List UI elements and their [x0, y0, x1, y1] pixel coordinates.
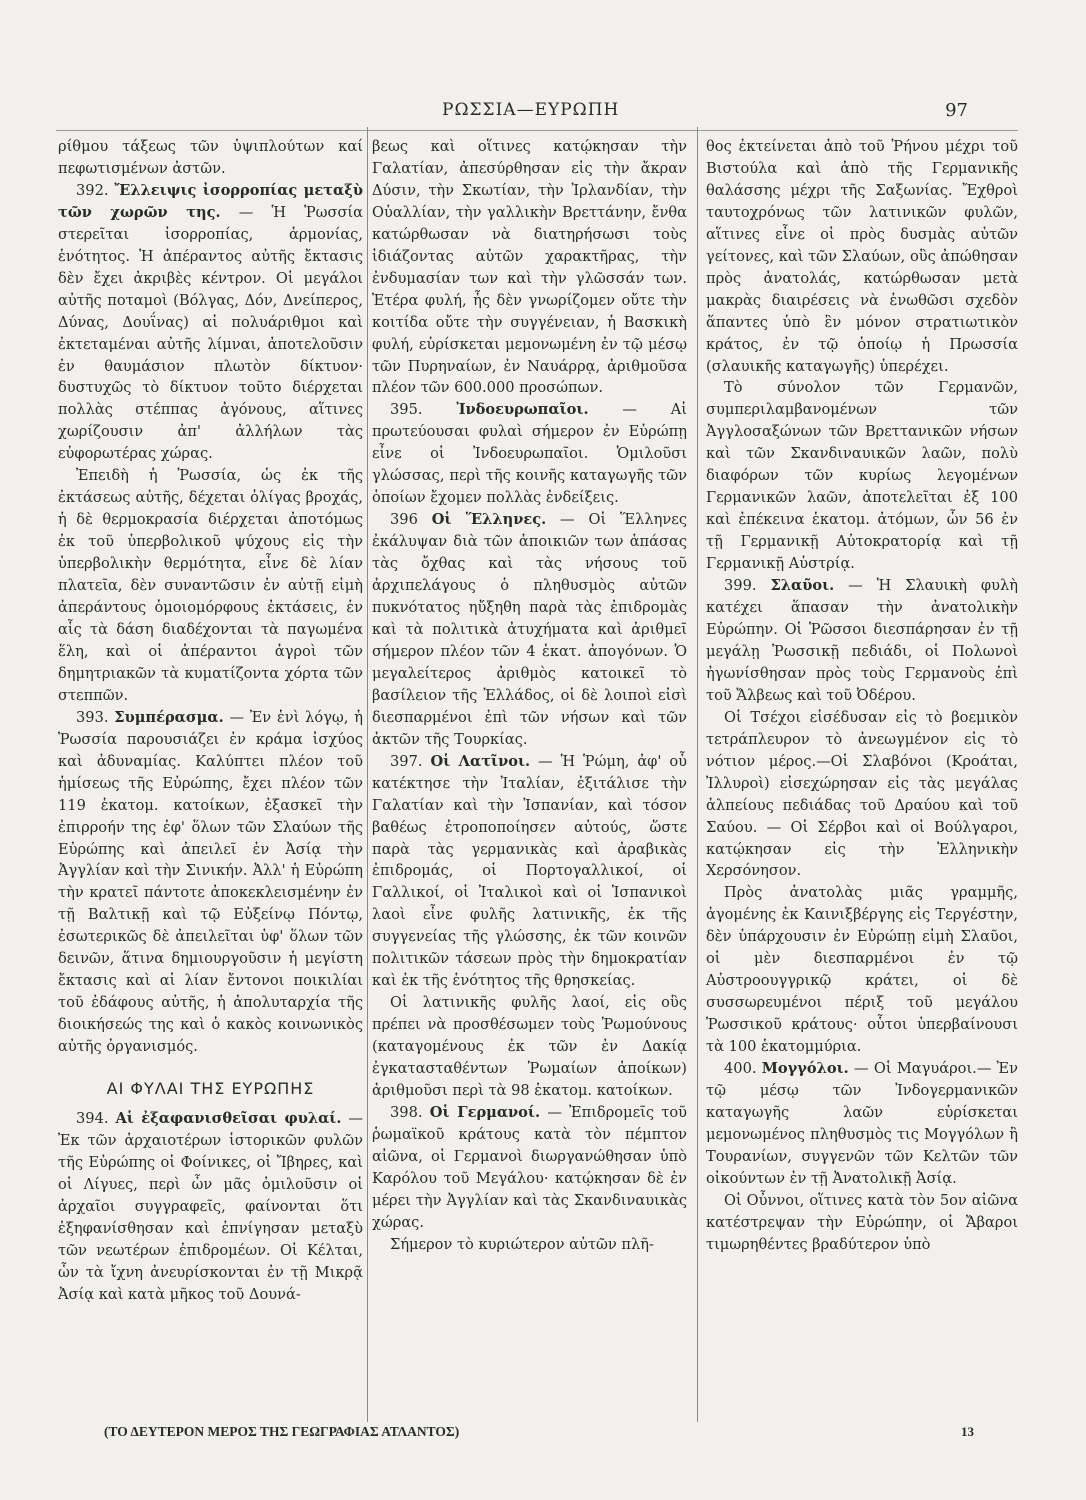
- section-393: [58, 707, 363, 1058]
- footer-note: (ΤΟ ΔΕΥΤΕΡΟΝ ΜΕΡΟΣ ΤΗΣ ΓΕΩΓΡΑΦΙΑΣ ΑΤΛΑΝΤΟΣ): [104, 1424, 460, 1439]
- section-392: [58, 180, 363, 465]
- section-body: — Ἡ Ῥώμη, ἀφ' οὗ κατέκτησε τὴν Ἰταλίαν, ἐξιτάλισε τὴν Γαλατίαν καὶ τὴν Ἱσπανίαν, καὶ τόσον βαθέως ἐτροποποίησεν αὐτούς, ὥστε παρὰ τὰς γερμανικὰς καὶ ἀραβικὰς ἐπιδρομάς, οἱ Πορτογαλλικοί, οἱ Γαλλικοί, οἱ Ἰταλικοὶ καὶ οἱ Ἱσπανικοὶ λαοὶ εἶνε φυλῆς λατινικῆς, ἐκ τῆς συγγενείας τῆς γλώσσης, ἐκ τῶν κοινῶν πολιτικῶν τάσεων πρὸς τὴν δημοκρατίαν καὶ ἐκ τῆς ἑνότητος τῆς θρησκείας.: [372, 752, 688, 990]
- paragraph: Οἱ Οὖννοι, οἵτινες κατὰ τὸν 5ον αἰῶνα κατέστρεψαν τὴν Εὐρώπην, οἱ Ἄβαροι τιμωρηθέντες βραδύτερον ὑπὸ: [706, 1191, 1018, 1253]
- section-number: 398.: [390, 1103, 423, 1121]
- section-number: 393.: [76, 708, 109, 726]
- paragraph: Οἱ λατινικῆς φυλῆς λαοί, εἰς οὓς πρέπει νὰ προσθέσωμεν τοὺς Ῥωμούνους (καταγομένους ἐκ τῶν ἐν Δακίᾳ ἐγκατασταθέντων Ῥωμαίων ἀποίκων) ἀριθμοῦσι περὶ τὰ 98 ἑκατομ. κατοίκων.: [372, 994, 687, 1099]
- section-400: [706, 1058, 1018, 1190]
- section-heading: Οἱ Λατῖνοι.: [430, 752, 531, 770]
- paragraph: Πρὸς ἀνατολὰς μιᾶς γραμμῆς, ἀγομένης ἐκ Καινιξβέργης εἰς Τεργέστην, δὲν ὑπάρχουσιν ἐν Εὐρώπῃ εἰμὴ Σλαῦοι, οἱ μὲν διεσπαρμένοι ἐν τῷ Αὐστροουγγρικῷ κράτει, οἱ δὲ συσσωρευμένοι πέριξ τοῦ μεγάλου Ῥωσσικοῦ κράτους· οὗτοι ὑπερβαίνουσι τὰ 100 ἑκατομμύρια.: [706, 884, 1018, 1056]
- paragraph: βεως καὶ οἵτινες κατῴκησαν τὴν Γαλατίαν, ἀπεσύρθησαν εἰς τὴν ἄκραν Δύσιν, τὴν Σκωτίαν, τὴν Ἰρλανδίαν, τὴν Οὐαλλίαν, τὴν γαλλικὴν Βρεττάνην, ἔνθα κατώρθωσαν νὰ διατηρήσωσι τοὺς ἰδιάζοντας αὐτῶν χαρακτῆρας, τὴν ἐνδυμασίαν των καὶ τὴν γλῶσσάν των. Ἑτέρα φυλή, ἧς δὲν γνωρίζομεν οὔτε τὴν κοιτίδα οὔτε τὴν συγγένειαν, ἡ Βασκικὴ φυλή, εὑρίσκεται μεμονωμένη ἐν τῷ μέσῳ τῶν Πυρηναίων, ἐν Ναυάρρᾳ, ἀριθμοῦσα πλέον τῶν 600.000 προσώπων.: [372, 138, 687, 397]
- section-396: [372, 509, 687, 750]
- paragraph: Οἱ Τσέχοι εἰσέδυσαν εἰς τὸ βοεμικὸν τετράπλευρον τὸ ἀνεωγμένον εἰς τὸ νότιον μέρος.—Οἱ Σλαβόνοι (Κροάται, Ἰλλυροὶ) εἰσεχώρησαν εἰς τὰς μεγάλας ἀλπείους πεδιάδας τοῦ Δραύου καὶ τοῦ Σαύου. — Οἱ Σέρβοι καὶ οἱ Βούλγαροι, κατῴκησαν εἰς τὴν Ἑλληνικὴν Χερσόνησον.: [706, 708, 1018, 880]
- section-heading: Σλαῦοι.: [770, 577, 835, 595]
- section-397: [372, 751, 687, 992]
- running-title: ΡΩΣΣΙΑ—ΕΥΡΩΠΗ: [442, 100, 620, 120]
- section-number: 396: [390, 511, 418, 529]
- section-body: — Ἐπιδρομεῖς τοῦ ῥωμαϊκοῦ κράτους κατὰ τὸν πέμπτον αἰῶνα, οἱ Γερμανοὶ διωργανώθησαν ὑπὸ Καρόλου τοῦ Μεγάλου· κατῴκησαν δὲ ἐν μέρει τὴν Ἀγγλίαν καὶ τὰς Σκανδιναυικὰς χώρας.: [372, 1103, 687, 1231]
- signature-mark: 13: [961, 1424, 974, 1439]
- paragraph: ρίθμου τάξεως τῶν ὑψιπλούτων καί πεφωτισμένων ἀστῶν.: [58, 138, 363, 177]
- section-body: — Αἱ πρωτεύουσαι φυλαὶ σήμερον ἐν Εὐρώπῃ εἶνε οἱ Ἰνδοευρωπαῖοι. Ὁμιλοῦσι γλώσσας, περὶ τῆς κοινῆς καταγωγῆς τῶν ὁποίων ἔχομεν πολλὰς ἐνδείξεις.: [372, 401, 688, 507]
- section-heading: Οἱ Ἕλληνες.: [431, 511, 547, 529]
- page-header: [366, 100, 1026, 130]
- section-body: — Ἐν ἑνὶ λόγῳ, ἡ Ῥωσσία παρουσιάζει ἐν κράμα ἰσχύος καὶ ἀδυναμίας. Καλύπτει πλέον τοῦ ἡμίσεως τῆς Εὐρώπης, ἔχει πλέον τῶν 119 ἑκατομ. κατοίκων, ἐξασκεῖ τὴν ἐπιρροήν της ἐφ' ὅλων τῶν Σλαύων τῆς Εὐρώπης καὶ ἀπειλεῖ ἐν Ἀσίᾳ τὴν Ἀγγλίαν καὶ τὴν Σινικήν. Ἀλλ' ἡ Εὐρώπη τὴν κρατεῖ πάντοτε ἀποκεκλεισμένην ἐν τῇ Βαλτικῇ καὶ τῷ Εὐξείνῳ Πόντῳ, ἐσωτερικῶς δὲ ἀπειλεῖται ὑφ' ὅλων τῶν δεινῶν, ἅτινα δημιουργοῦσιν ἡ μεγίστη ἔκτασις καὶ αἱ λίαν ἔντονοι ποικιλίαι τοῦ ἐδάφους αὐτῆς, ἡ ἀπολυταρχία τῆς διοικήσεώς της καὶ ὁ κακὸς κοινωνικὸς αὐτῆς ὀργανισμός.: [58, 708, 364, 1056]
- section-heading: Ἔλλειψις ἰσορροπίας μεταξὺ τῶν χωρῶν της.: [58, 181, 364, 221]
- chapter-title: ΑΙ ΦΥΛΑΙ ΤΗΣ ΕΥΡΩΠΗΣ: [106, 1079, 315, 1099]
- section-number: 397.: [390, 752, 423, 770]
- column-divider-2: [697, 127, 698, 1422]
- section-395: [372, 399, 687, 509]
- section-body: — Ἐκ τῶν ἀρχαιοτέρων ἱστορικῶν φυλῶν τῆς Εὐρώπης οἱ Φοίνικες, οἱ Ἴβηρες, καὶ οἱ Λίγυες, περὶ ὧν μᾶς ὁμιλοῦσιν οἱ ἀρχαῖοι συγγραφεῖς, φαίνονται ὅτι ἐξηφανίσθησαν καὶ ἐπνίγησαν μεταξὺ τῶν νεωτέρων ἐπιδρομέων. Οἱ Κέλται, ὧν τὰ ἴχνη ἀνευρίσκονται ἐν τῇ Μικρᾷ Ἀσίᾳ καὶ κατὰ μῆκος τοῦ Δουνά-: [58, 1109, 364, 1303]
- section-body: — Ἡ Ῥωσσία στερεῖται ἰσορροπίας, ἁρμονίας, ἑνότητος. Ἡ ἀπέραντος αὐτῆς ἔκτασις δὲν ἔχει ἀκριβὲς κέντρον. Οἱ μεγάλοι αὐτῆς ποταμοὶ (Βόλγας, Δόν, Δνείπερος, Δύνας, Δουΐνας) αἱ πολυάριθμοι καὶ ἐκτεταμέναι αὐτῆς λίμναι, ἀποτελοῦσιν ἐν θαυμάσιον πλωτὸν δίκτυον· δυστυχῶς τὸ δίκτυον τοῦτο διέρχεται πολλὰς στέππας ἀγόνους, αἵτινες χωρίζουσιν ἀπ' ἀλλήλων τὰς εὐφορωτέρας χώρας.: [58, 203, 364, 463]
- section-body: — Οἱ Μαγυάροι.— Ἐν τῷ μέσῳ τῶν Ἰνδογερμανικῶν καταγωγῆς λαῶν εὑρίσκεται μεμονωμένος πληθυσμὸς τις Μογγόλων ἢ Τουρανίων, συγγενῶν τῶν Κελτῶν τῶν οἰκούντων ἐν τῇ Ἀνατολικῇ Ἀσίᾳ.: [706, 1060, 1018, 1187]
- section-heading: Ἰνδοευρωπαῖοι.: [456, 401, 589, 419]
- column-3: [706, 136, 1018, 1256]
- section-heading: Μογγόλοι.: [761, 1060, 849, 1078]
- section-body: — Ἡ Σλαυικὴ φυλὴ κατέχει ἅπασαν τὴν ἀνατολικὴν Εὐρώπην. Οἱ Ῥῶσσοι διεσπάρησαν ἐν τῇ μεγάλῃ Ῥωσσικῇ πεδιάδι, οἱ Πολωνοὶ ἠγωνίσθησαν πρὸς τοὺς Γερμανοὺς ἐπὶ τοῦ Ἄλβεως καὶ τοῦ Ὀδέρου.: [706, 577, 1018, 704]
- paragraph: Σήμερον τὸ κυριώτερον αὐτῶν πλῆ-: [390, 1235, 654, 1253]
- section-number: 400.: [724, 1060, 757, 1078]
- header-rule: [56, 130, 1018, 131]
- paragraph: Ἐπειδὴ ἡ Ῥωσσία, ὡς ἐκ τῆς ἐκτάσεως αὐτῆς, δέχεται ὀλίγας βροχάς, ἡ δὲ θερμοκρασία διέρχεται ἀποτόμως ἐκ τοῦ ὑπερβολικοῦ ψύχους εἰς τὴν ὑπερβολικὴν θερμότητα, εἶνε δὲ λίαν πλατεῖα, δὲν συναντῶσιν ἐν αὐτῇ εἰμὴ ἀπεράντους ὁμοιομόρφους ἐκτάσεις, ἐν αἷς τὰ δάση διαδέχονται τὰ παγωμένα ἕλη, καὶ οἱ ἀπέραντοι ἀγροὶ τῶν δημητριακῶν τὰ κυματίζοντα χόρτα τῶν στεππῶν.: [58, 467, 363, 704]
- column-1: [58, 136, 363, 1306]
- page-number: 97: [945, 100, 968, 121]
- section-number: 399.: [724, 577, 757, 595]
- section-394: [58, 1108, 363, 1306]
- section-number: 392.: [76, 181, 109, 199]
- section-heading: Συμπέρασμα.: [114, 708, 224, 726]
- page-footer: [104, 1424, 1024, 1450]
- column-2: [372, 136, 687, 1256]
- paragraph: θος ἐκτείνεται ἀπὸ τοῦ Ῥήνου μέχρι τοῦ Βιστούλα καὶ ἀπὸ τῆς Γερμανικῆς θαλάσσης μέχρι τῆς Σαξωνίας. Ἔχθροὶ ταυτοχρόνως τῶν λατινικῶν φυλῶν, αἵτινες εἶνε οἱ πρὸς δυσμὰς αὐτῶν γείτονες, καὶ τῶν Σλαύων, οὓς ἀπώθησαν πρὸς ἀνατολάς, κατώρθωσαν μετὰ μακρὰς διαιρέσεις νὰ ἑνωθῶσι σχεδὸν ἅπαντες ὑπὸ ἓν μόνον στρατιωτικὸν κράτος, ἐν τῷ ὁποίῳ ἡ Πρωσσία (σλαυικῆς καταγωγῆς) ὑπερέχει.: [706, 138, 1018, 375]
- section-number: 395.: [390, 401, 423, 419]
- column-divider-1: [367, 127, 368, 1422]
- section-heading: Αἱ ἐξαφανισθεῖσαι φυλαί.: [115, 1109, 342, 1127]
- section-398: [372, 1102, 687, 1234]
- paragraph: Τὸ σύνολον τῶν Γερμανῶν, συμπεριλαμβανομένων τῶν Ἀγγλοσαξώνων τῶν Βρεττανικῶν νήσων καὶ τῶν Σκανδιναυικῶν λαῶν, πολὺ διαφόρων τῶν κυρίως λεγομένων Γερμανικῶν λαῶν, ἀποτελεῖται ἐξ 100 καὶ ἐπέκεινα ἑκατομ. ἀτόμων, ὧν 56 ἐν τῇ Γερμανικῇ Αὐτοκρατορίᾳ καὶ τῇ Γερμανικῇ Αὐστρίᾳ.: [706, 379, 1018, 573]
- section-body: — Οἱ Ἕλληνες ἐκάλυψαν διὰ τῶν ἀποικιῶν των ἁπάσας τὰς ὄχθας καὶ τὰς νήσους τοῦ ἀρχιπελάγους ὁ πληθυσμὸς αὐτῶν πυκνότατος ηὔξηθη παρὰ τὰς ἐπιδρομὰς καὶ τὰ πολιτικὰ ἀτυχήματα καὶ ἀριθμεῖ σήμερον πλέον τῶν 4 ἑκατ. ἀπογόνων. Ὁ μεγαλείτερος ἀριθμὸς κατοικεῖ τὸ βασίλειον τῆς Ἑλλάδος, οἱ δὲ λοιποὶ εἰσὶ διεσπαρμένοι ἐπὶ τῶν νήσων καὶ τῶν ἀκτῶν τῆς Τουρκίας.: [372, 511, 687, 748]
- section-399: [706, 575, 1018, 707]
- section-number: 394.: [76, 1109, 109, 1127]
- section-heading: Οἱ Γερμανοί.: [429, 1103, 541, 1121]
